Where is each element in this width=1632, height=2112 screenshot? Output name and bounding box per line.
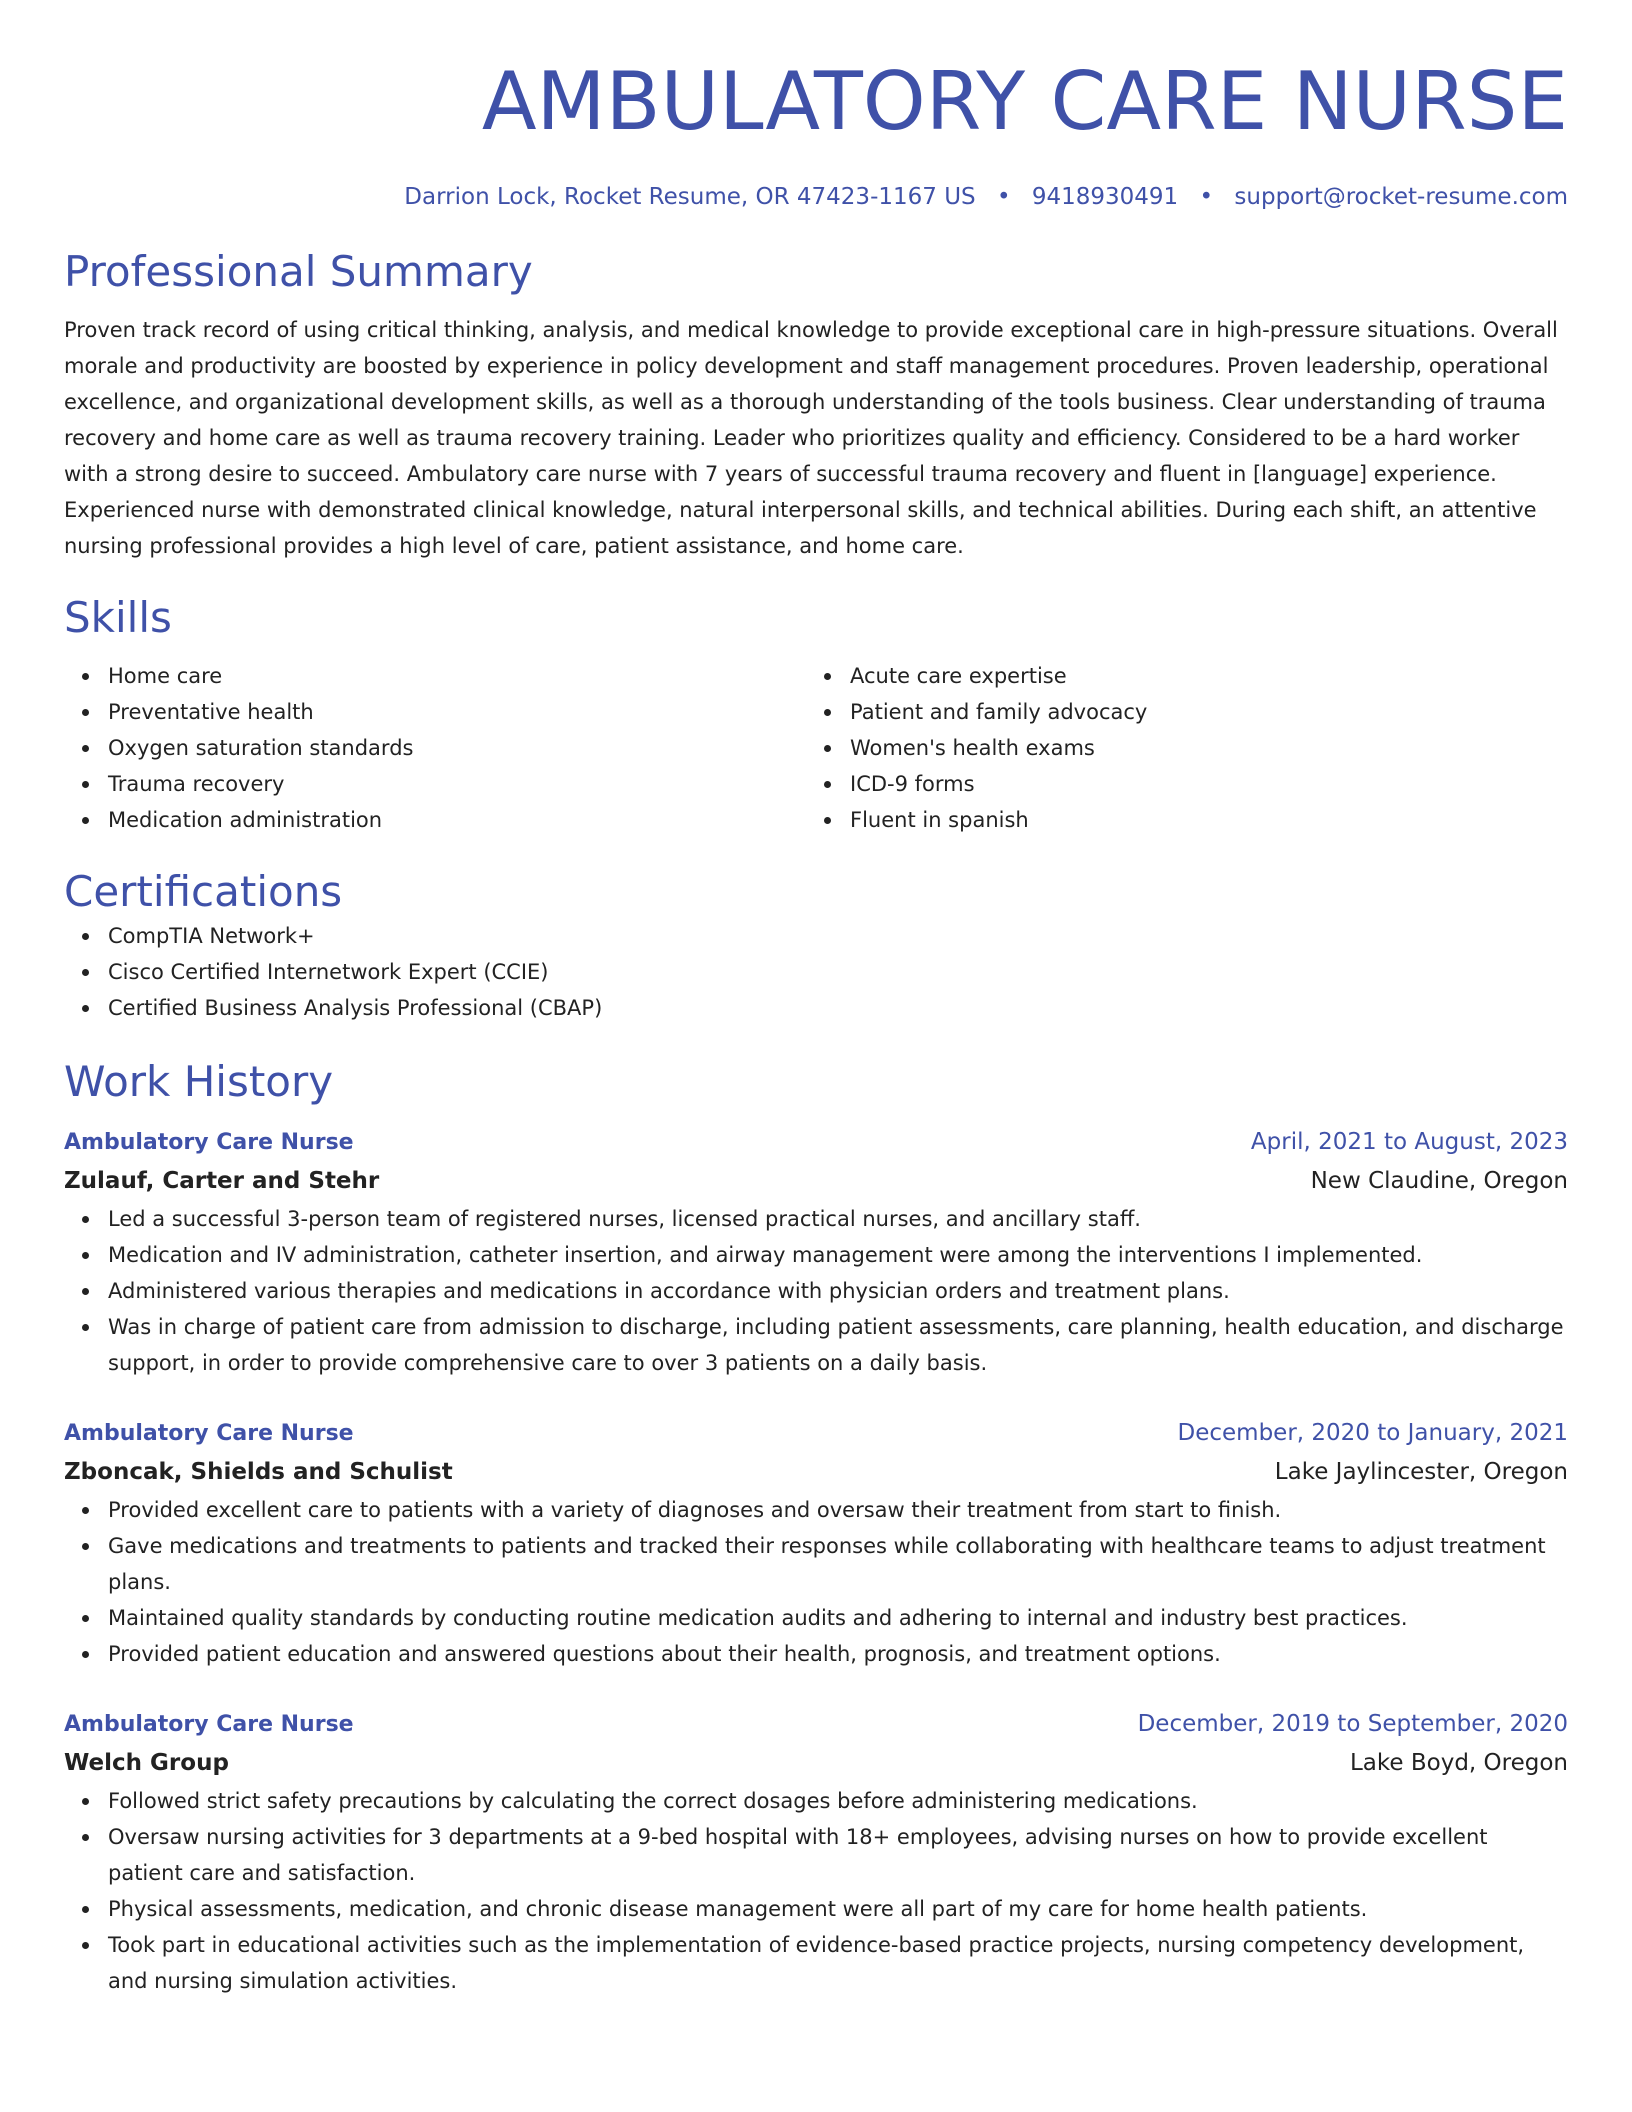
skill-item: Patient and family advocacy <box>850 694 1548 730</box>
skills-list-right <box>806 658 1548 838</box>
skills-grid <box>64 658 1568 838</box>
skills-list-left <box>64 658 806 838</box>
job-title: Ambulatory Care Nurse <box>64 1130 354 1155</box>
certifications-list <box>64 918 1568 1026</box>
job-duty: Physical assessments, medication, and chronic disease management were all part of my care for home health patients. <box>108 1891 1568 1927</box>
contact-address: Darrion Lock, Rocket Resume, OR 47423-1167 US <box>404 184 976 210</box>
job-duty: Was in charge of patient care from admission to discharge, including patient assessments, care planning, health education, and discharge support, in order to provide comprehensive care to over 3 patients on a daily basis. <box>108 1309 1568 1381</box>
skill-item: Fluent in spanish <box>850 802 1548 838</box>
certification-item: CompTIA Network+ <box>108 918 1568 954</box>
skill-item: ICD-9 forms <box>850 766 1548 802</box>
job-title: Ambulatory Care Nurse <box>64 1421 354 1446</box>
certifications-heading: Certifications <box>64 867 343 916</box>
job-company: Welch Group <box>64 1750 229 1776</box>
work-history-heading: Work History <box>64 1057 334 1106</box>
job-dates: December, 2019 to September, 2020 <box>1137 1711 1568 1737</box>
job-entry <box>64 1124 1568 1381</box>
job-entry <box>64 1415 1568 1672</box>
job-duty: Provided patient education and answered questions about their health, prognosis, and treatment options. <box>108 1636 1568 1672</box>
job-duties-list <box>64 1201 1568 1381</box>
summary-heading: Professional Summary <box>64 247 533 296</box>
job-duty: Followed strict safety precautions by calculating the correct dosages before administering medications. <box>108 1783 1568 1819</box>
skill-item: Oxygen saturation standards <box>108 730 806 766</box>
contact-phone: 9418930491 <box>1031 184 1179 210</box>
contact-separator: • <box>996 184 1011 210</box>
skills-heading: Skills <box>64 593 172 642</box>
job-duty: Medication and IV administration, catheter insertion, and airway management were among the interventions I implemented. <box>108 1237 1568 1273</box>
skill-item: Trauma recovery <box>108 766 806 802</box>
job-dates: December, 2020 to January, 2021 <box>1177 1420 1568 1446</box>
skill-item: Home care <box>108 658 806 694</box>
job-duty: Took part in educational activities such as the implementation of evidence-based practice projects, nursing competency development, and nursing simulation activities. <box>108 1927 1568 1999</box>
job-duty: Gave medications and treatments to patients and tracked their responses while collaborating with healthcare teams to adjust treatment plans. <box>108 1528 1568 1600</box>
skill-item: Preventative health <box>108 694 806 730</box>
job-duty: Maintained quality standards by conducting routine medication audits and adhering to internal and industry best practices. <box>108 1600 1568 1636</box>
resume-title: AMBULATORY CARE NURSE <box>481 55 1568 148</box>
job-duty: Led a successful 3-person team of registered nurses, licensed practical nurses, and ancillary staff. <box>108 1201 1568 1237</box>
job-title: Ambulatory Care Nurse <box>64 1712 354 1737</box>
job-header-row <box>64 1415 1568 1452</box>
job-duty: Administered various therapies and medications in accordance with physician orders and treatment plans. <box>108 1273 1568 1309</box>
job-company: Zboncak, Shields and Schulist <box>64 1459 453 1485</box>
job-employer-row <box>64 1452 1568 1492</box>
skills-column-right <box>806 658 1548 838</box>
job-company: Zulauf, Carter and Stehr <box>64 1168 380 1194</box>
job-entry <box>64 1706 1568 1999</box>
certification-item: Certified Business Analysis Professional (CBAP) <box>108 990 1568 1026</box>
job-employer-row <box>64 1743 1568 1783</box>
skill-item: Women's health exams <box>850 730 1548 766</box>
resume-header <box>64 54 1568 212</box>
job-location: New Claudine, Oregon <box>1310 1168 1568 1194</box>
job-location: Lake Jaylincester, Oregon <box>1274 1459 1568 1485</box>
skills-column-left <box>64 658 806 838</box>
contact-email[interactable]: support@rocket-resume.com <box>1234 184 1568 210</box>
contact-line <box>64 182 1568 212</box>
job-header-row <box>64 1124 1568 1161</box>
skill-item: Medication administration <box>108 802 806 838</box>
job-duties-list <box>64 1783 1568 1999</box>
job-dates: April, 2021 to August, 2023 <box>1250 1129 1568 1155</box>
job-duty: Provided excellent care to patients with a variety of diagnoses and oversaw their treatment from start to finish. <box>108 1492 1568 1528</box>
skill-item: Acute care expertise <box>850 658 1548 694</box>
job-duties-list <box>64 1492 1568 1672</box>
job-employer-row <box>64 1161 1568 1201</box>
job-location: Lake Boyd, Oregon <box>1349 1750 1568 1776</box>
certification-item: Cisco Certified Internetwork Expert (CCIE) <box>108 954 1568 990</box>
summary-text: Proven track record of using critical thinking, analysis, and medical knowledge to provide exceptional care in high-pressure situations. Overall morale and productivity are boosted by experience in policy development and staff management procedures. Proven leadership, operational excellence, and organizational development skills, as well as a thorough understanding of the tools business. Clear understanding of trauma recovery and home care as well as trauma recovery training. Leader who prioritizes quality and efficiency. Considered to be a hard worker with a strong desire to succeed. Ambulatory care nurse with 7 years of successful trauma recovery and fluent in [language] experience. Experienced nurse with demonstrated clinical knowledge, natural interpersonal skills, and technical abilities. During each shift, an attentive nursing professional provides a high level of care, patient assistance, and home care. <box>64 318 1558 558</box>
job-duty: Oversaw nursing activities for 3 departments at a 9-bed hospital with 18+ employees, advising nurses on how to provide excellent patient care and satisfaction. <box>108 1819 1568 1891</box>
contact-separator: • <box>1199 184 1214 210</box>
job-header-row <box>64 1706 1568 1743</box>
